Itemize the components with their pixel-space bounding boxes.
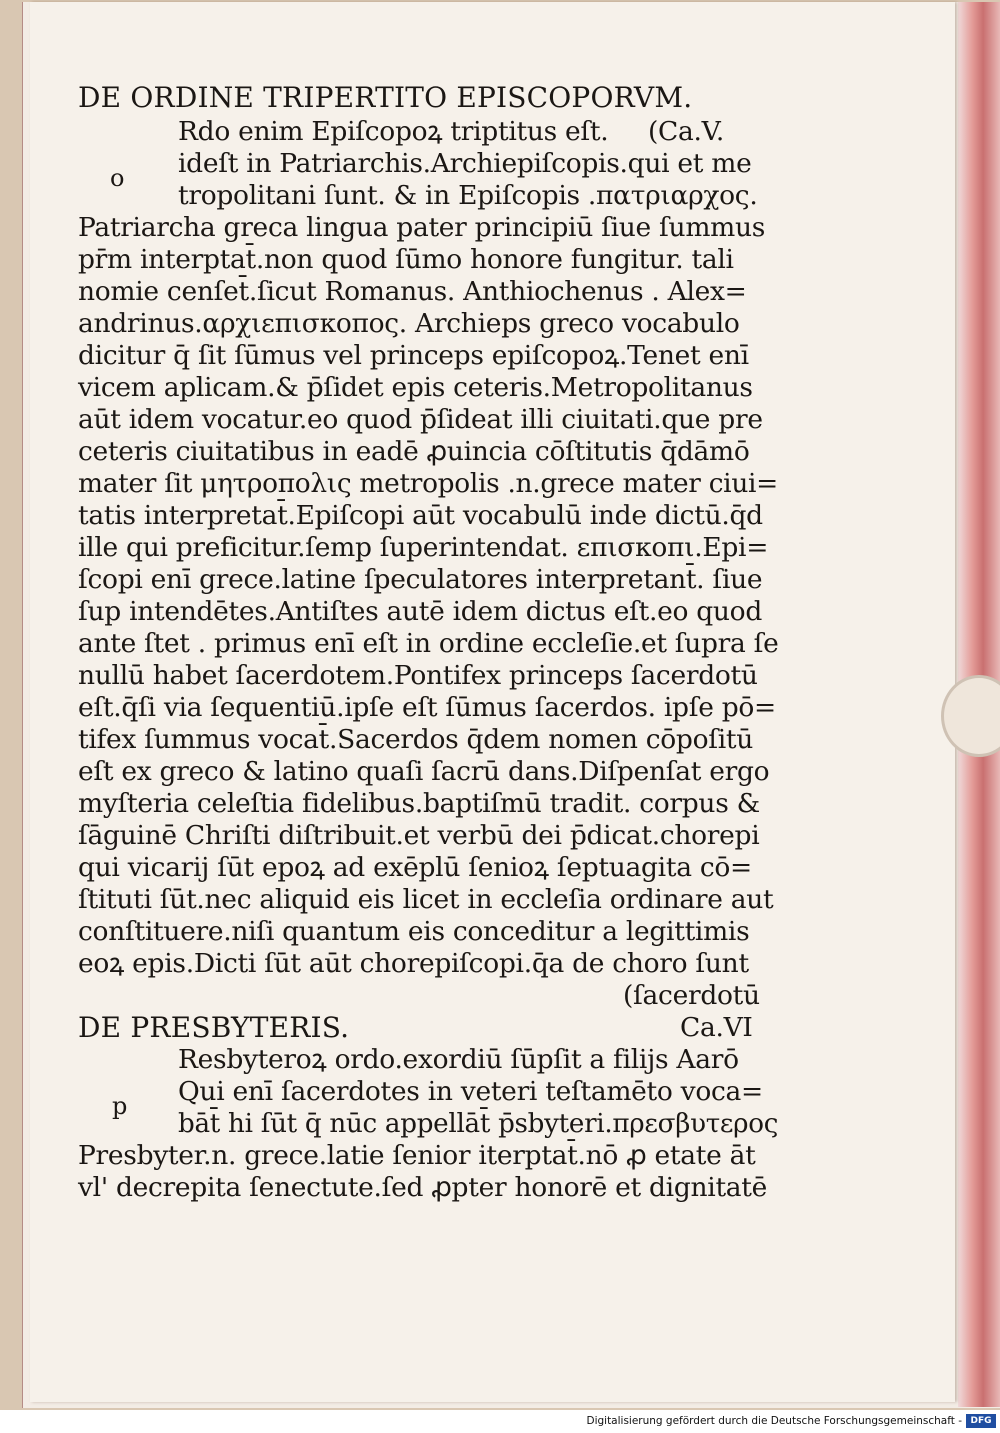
text-line: ſtituti ſūt.nec aliquid eis licet in eccleſia ordinare aut [78,884,774,915]
text-line: ceteris ciuitatibus in eadē ꝓuincia cōſtitutis q̄dāmō [78,436,750,467]
text-line: bāt̄ hi ſūt q̄ nūc appellāt̄ p̄sbyteri.πρεσβυτερος [178,1108,779,1139]
text-line: Resbyteroꝝ ordo.exordiū ſūpſit a filijs Aarō [178,1044,739,1075]
text-line: eoꝝ epis.Dicti ſūt aūt chorepiſcopi.q̄a de choro ſunt [78,948,749,979]
text-line: aūt idem vocatur.eo quod p̄ſideat illi ciuitati.que pre [78,404,763,435]
text-line: ille qui preficitur.ſemp ſuperintendat. επισκοπι.Epi= [78,532,769,563]
text-line-tail: (ſacerdotū [623,980,760,1011]
text-line: mater ſit μητροπολις metropolis .n.grece mater ciui= [78,468,778,499]
heading-presbyteris: DE PRESBYTERIS. [78,1011,350,1044]
text-line: dicitur q̄ ſit ſūmus vel princeps epiſcopoꝝ.Tenet enī [78,340,749,371]
heading-episcoporum: DE ORDINE TRIPERTITO EPISCOPORVM. [78,81,693,114]
text-line: andrinus.αρχιεπισκοπος. Archieps greco vocabulo [78,308,740,339]
text-line: ante ſtet . primus enī eſt in ordine eccleſie.et ſupra ſe [78,628,779,659]
text-line: Rdo enim Epiſcopoꝝ triptitus eſt. [178,116,609,147]
initial-letter-p: p [112,1092,128,1120]
text-line: vicem aplicam.& p̄ſidet epis ceteris.Metropolitanus [78,372,753,403]
text-line: Patriarcha greca lingua pater principiū ſiue ſummus [78,212,766,243]
text-line: eſt ex greco & latino quaſi ſacrū dans.Diſpenſat ergo [78,756,770,787]
text-line: tropolitani ſunt. & in Epiſcopis .πατριαρχος. [178,180,758,211]
funding-notice: Digitalisierung gefördert durch die Deutsche Forschungsgemeinschaft - [586,1415,962,1427]
text-line: qui vicarij ſūt epoꝝ ad exēplū ſenioꝝ ſeptuagita cō= [78,852,752,883]
initial-letter-o: o [110,164,125,192]
text-line: Qui enī ſacerdotes in veteri teſtamēto voca= [178,1076,763,1107]
dfg-logo: DFG [966,1414,996,1428]
text-line: tatis interpretat̄.Epiſcopi aūt vocabulū inde dictū.q̄d [78,500,763,531]
footer-bar [0,1410,1000,1433]
text-line: pr̄m interptat̄.non quod ſūmo honore fungitur. tali [78,244,734,275]
text-line: ſcopi enī grece.latine ſpeculatores interpretant̄. ſiue [78,564,763,595]
chapter-marker-v: (Ca.V. [648,116,724,147]
text-line: Presbyter.n. grece.latie ſenior iterptat̄.nō ꝓ etate āt [78,1140,756,1171]
text-line: conſtituere.niſi quantum eis conceditur a legittimis [78,916,750,947]
text-line: ſup intendētes.Antiſtes autē idem dictus eſt.eo quod [78,596,762,627]
text-line: tifex ſummus vocat̄.Sacerdos q̄dem nomen cōpoſitū [78,724,754,755]
text-line: ſāguinē Chriſti diſtribuit.et verbū dei p̄dicat.chorepi [78,820,760,851]
text-line: nomie cenſet̄.ſicut Romanus. Anthiochenus . Alex= [78,276,747,307]
text-line: nullū habet ſacerdotem.Pontifex princeps ſacerdotū [78,660,758,691]
text-line: vl' decrepita ſenectute.ſed ꝓpter honorē et dignitatē [78,1172,768,1203]
text-line: eſt.q̄ſi via ſequentiū.ipſe eſt ſūmus ſacerdos. ipſe pō= [78,692,776,723]
text-line: ideſt in Patriarchis.Archiepiſcopis.qui et me [178,148,752,179]
chapter-marker-vi: Ca.VI [680,1012,753,1043]
text-line: myſteria celeſtia fidelibus.baptiſmū tradit. corpus & [78,788,760,819]
